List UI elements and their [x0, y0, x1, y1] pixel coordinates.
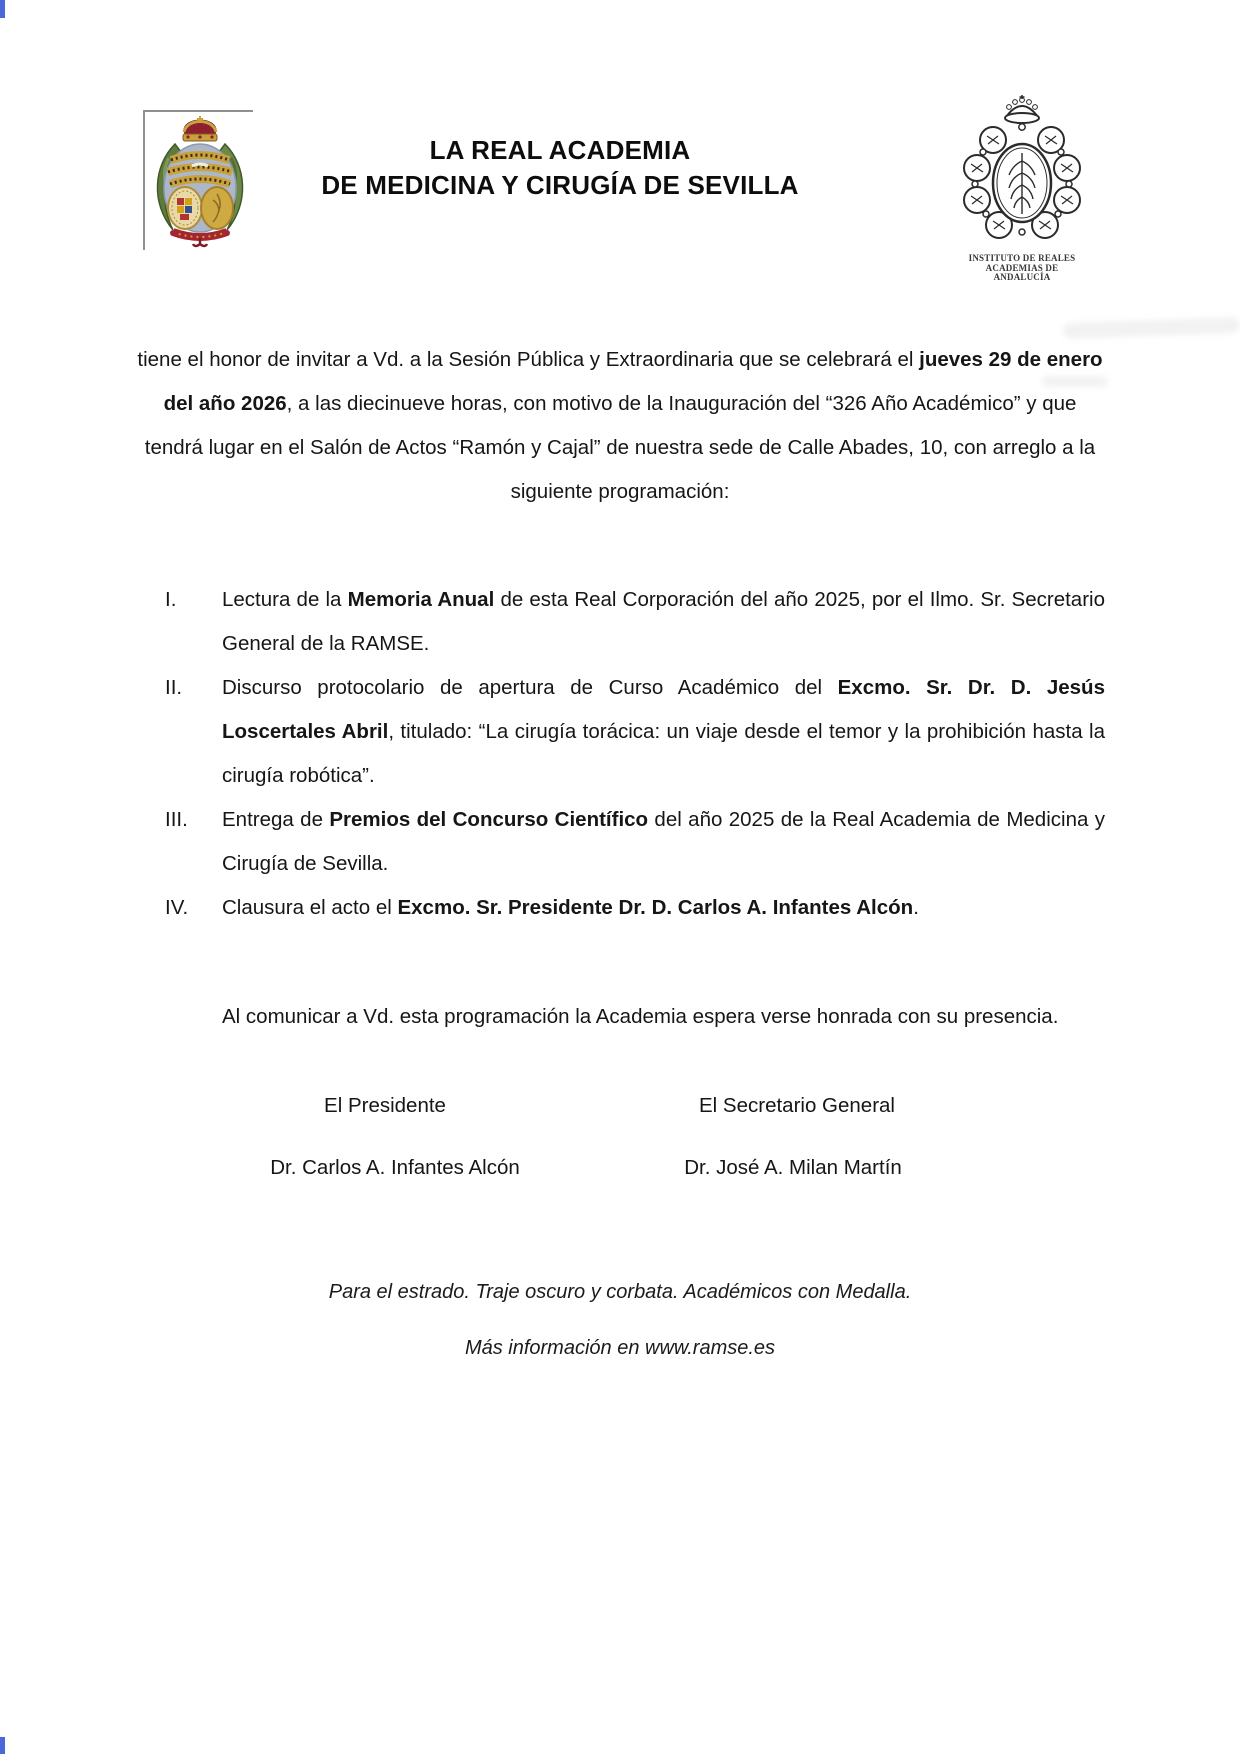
scan-artifact	[1063, 317, 1240, 339]
program-text: Entrega de Premios del Concurso Científico del año 2025 de la Real Academia de Medicina y Cirugía de Sevilla.	[222, 808, 1105, 875]
program-item-1	[165, 578, 1105, 666]
intro-paragraph: tiene el honor de invitar a Vd. a la Sesión Pública y Extraordinaria que se celebrará el jueves 29 de enero del año 2026, a las diecinueve horas, con motivo de la Inauguración del “326 Año Académico” y que tendrá lugar en el Salón de Actos “Ramón y Cajal” de nuestra sede de Calle Abades, 10, con arreglo a la siguiente programación:	[137, 347, 1103, 503]
institute-seal-icon	[953, 95, 1091, 247]
closing-paragraph: Al comunicar a Vd. esta programación la Academia espera verse honrada con su presencia.	[222, 1004, 1059, 1028]
academy-title-line-1: LA REAL ACADEMIA	[429, 135, 691, 165]
academy-coat-of-arms-icon	[143, 110, 253, 250]
program-item-2	[165, 666, 1105, 798]
institute-caption-line-2: ACADEMIAS DE	[985, 262, 1059, 273]
institute-caption-line-1: INSTITUTO DE REALES	[968, 253, 1076, 263]
institute-seal	[953, 95, 1091, 283]
program-list	[165, 578, 1105, 930]
secretary-role-label: El Secretario General	[699, 1094, 895, 1117]
scan-edge-mark-top	[0, 0, 5, 18]
scan-edge-mark-bottom	[0, 1737, 5, 1754]
program-numeral: III.	[165, 808, 188, 831]
president-name: Dr. Carlos A. Infantes Alcón	[270, 1156, 520, 1179]
program-numeral: II.	[165, 676, 183, 699]
program-text: Clausura el acto el Excmo. Sr. Presidente Dr. D. Carlos A. Infantes Alcón.	[222, 896, 919, 919]
secretary-name: Dr. José A. Milan Martín	[684, 1156, 902, 1179]
program-text: Lectura de la Memoria Anual de esta Real Corporación del año 2025, por el Ilmo. Sr. Secretario General de la RAMSE.	[222, 588, 1105, 655]
program-text: Discurso protocolario de apertura de Curso Académico del Excmo. Sr. Dr. D. Jesús Loscertales Abril, titulado: “La cirugía torácica: un viaje desde el temor y la prohibición hasta la cirugía robótica”.	[222, 676, 1105, 787]
more-info-note: Más información en www.ramse.es	[464, 1337, 776, 1359]
academy-coat-of-arms-art	[147, 114, 253, 248]
program-numeral: IV.	[165, 896, 189, 919]
president-role-label: El Presidente	[324, 1094, 446, 1117]
institute-seal-caption	[953, 254, 1091, 283]
program-numeral: I.	[165, 588, 177, 611]
institute-caption-line-3: ANDALUCÍA	[993, 272, 1051, 282]
academy-title	[250, 133, 870, 203]
dress-code-note: Para el estrado. Traje oscuro y corbata. Académicos con Medalla.	[328, 1281, 912, 1303]
program-item-4	[165, 886, 1105, 930]
academy-title-line-2: DE MEDICINA Y CIRUGÍA DE SEVILLA	[321, 170, 799, 200]
program-item-3	[165, 798, 1105, 886]
